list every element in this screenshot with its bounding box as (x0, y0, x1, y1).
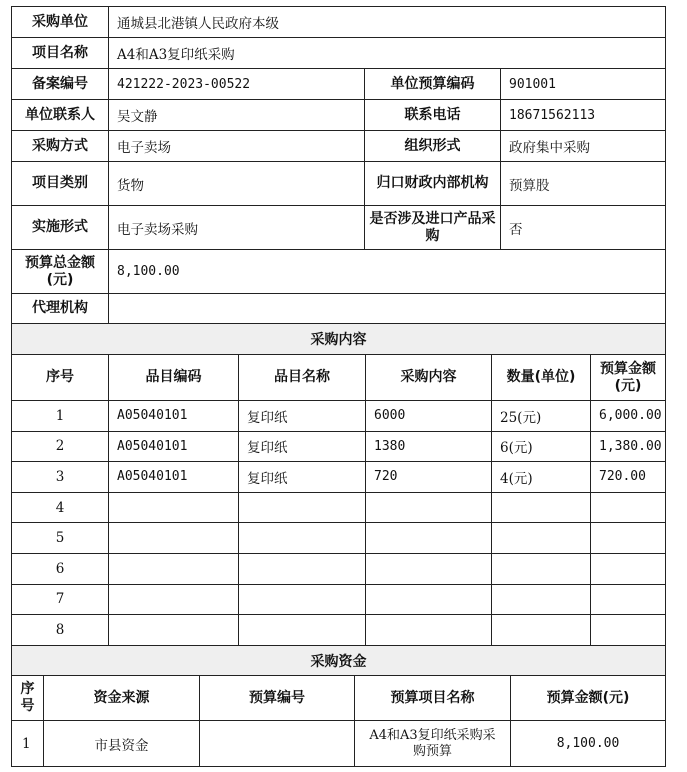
content-cell-index: 5 (12, 523, 109, 554)
content-row (12, 462, 666, 493)
contact-value: 吴文静 (109, 100, 365, 131)
funds-header-project-name: 预算项目名称 (355, 676, 511, 721)
content-header-name: 品目名称 (239, 355, 366, 401)
category-value: 货物 (109, 162, 365, 206)
content-cell-code: A05040101 (109, 401, 239, 432)
content-cell-quantity: 4(元) (492, 462, 591, 493)
method-label: 采购方式 (12, 131, 109, 162)
content-cell-name (239, 584, 366, 615)
finance-dept-value: 预算股 (501, 162, 666, 206)
content-cell-code (109, 615, 239, 646)
budget-code-label: 单位预算编码 (365, 69, 501, 100)
content-cell-content (366, 523, 492, 554)
content-cell-index: 1 (12, 401, 109, 432)
content-cell-budget (591, 615, 666, 646)
content-row (12, 615, 666, 646)
method-value: 电子卖场 (109, 131, 365, 162)
content-cell-budget (591, 553, 666, 584)
total-label: 预算总金额(元) (12, 250, 109, 294)
total-value: 8,100.00 (109, 250, 666, 294)
content-row (12, 523, 666, 554)
agency-value (109, 294, 666, 324)
funds-header-index: 序号 (12, 676, 44, 721)
import-label: 是否涉及进口产品采购 (365, 206, 501, 250)
content-cell-budget: 6,000.00 (591, 401, 666, 432)
content-cell-name (239, 553, 366, 584)
content-row (12, 401, 666, 432)
content-cell-content: 720 (366, 462, 492, 493)
purchaser-value: 通城县北港镇人民政府本级 (109, 7, 666, 38)
funds-header-budget-no: 预算编号 (200, 676, 355, 721)
content-cell-name (239, 492, 366, 523)
project-name-value: A4和A3复印纸采购 (109, 38, 666, 69)
funds-cell-project-name: A4和A3复印纸采购采购预算 (355, 721, 511, 767)
content-cell-content (366, 615, 492, 646)
category-label: 项目类别 (12, 162, 109, 206)
info-table (11, 6, 666, 324)
content-header-quantity: 数量(单位) (492, 355, 591, 401)
project-name-label: 项目名称 (12, 38, 109, 69)
content-cell-code (109, 553, 239, 584)
finance-dept-label: 归口财政内部机构 (365, 162, 501, 206)
content-cell-content: 6000 (366, 401, 492, 432)
funds-cell-amount: 8,100.00 (511, 721, 666, 767)
content-cell-quantity (492, 553, 591, 584)
content-row (12, 553, 666, 584)
content-cell-index: 8 (12, 615, 109, 646)
org-form-value: 政府集中采购 (501, 131, 666, 162)
content-cell-code: A05040101 (109, 431, 239, 462)
content-cell-quantity (492, 584, 591, 615)
content-cell-index: 4 (12, 492, 109, 523)
content-cell-name: 复印纸 (239, 401, 366, 432)
content-cell-content (366, 553, 492, 584)
record-no-value: 421222-2023-00522 (109, 69, 365, 100)
content-cell-budget: 1,380.00 (591, 431, 666, 462)
content-cell-code (109, 492, 239, 523)
funds-cell-index: 1 (12, 721, 44, 767)
content-cell-content (366, 584, 492, 615)
content-cell-budget (591, 523, 666, 554)
content-cell-code: A05040101 (109, 462, 239, 493)
content-header-index: 序号 (12, 355, 109, 401)
content-cell-name: 复印纸 (239, 462, 366, 493)
content-cell-quantity (492, 492, 591, 523)
impl-value: 电子卖场采购 (109, 206, 365, 250)
purchaser-label: 采购单位 (12, 7, 109, 38)
content-cell-quantity (492, 615, 591, 646)
funds-row (12, 721, 666, 767)
contact-label: 单位联系人 (12, 100, 109, 131)
content-cell-index: 2 (12, 431, 109, 462)
funds-rows (12, 721, 666, 767)
content-cell-name (239, 523, 366, 554)
content-section-title: 采购内容 (12, 324, 666, 355)
funds-table (11, 645, 666, 767)
record-no-label: 备案编号 (12, 69, 109, 100)
content-cell-content (366, 492, 492, 523)
org-form-label: 组织形式 (365, 131, 501, 162)
funds-header-source: 资金来源 (44, 676, 200, 721)
content-cell-name (239, 615, 366, 646)
phone-value: 18671562113 (501, 100, 666, 131)
content-table (11, 323, 666, 646)
phone-label: 联系电话 (365, 100, 501, 131)
content-row (12, 584, 666, 615)
impl-label: 实施形式 (12, 206, 109, 250)
content-cell-code (109, 523, 239, 554)
content-cell-content: 1380 (366, 431, 492, 462)
content-cell-code (109, 584, 239, 615)
content-cell-quantity: 25(元) (492, 401, 591, 432)
content-cell-name: 复印纸 (239, 431, 366, 462)
content-cell-budget: 720.00 (591, 462, 666, 493)
agency-label: 代理机构 (12, 294, 109, 324)
content-header-budget: 预算金额(元) (591, 355, 666, 401)
content-cell-budget (591, 584, 666, 615)
content-rows (12, 401, 666, 646)
content-cell-index: 3 (12, 462, 109, 493)
funds-cell-budget-no (200, 721, 355, 767)
content-header-code: 品目编码 (109, 355, 239, 401)
content-row (12, 492, 666, 523)
content-row (12, 431, 666, 462)
content-header-content: 采购内容 (366, 355, 492, 401)
content-cell-budget (591, 492, 666, 523)
funds-header-amount: 预算金额(元) (511, 676, 666, 721)
content-cell-quantity (492, 523, 591, 554)
funds-cell-source: 市县资金 (44, 721, 200, 767)
content-cell-index: 7 (12, 584, 109, 615)
content-cell-quantity: 6(元) (492, 431, 591, 462)
budget-code-value: 901001 (501, 69, 666, 100)
import-value: 否 (501, 206, 666, 250)
content-cell-index: 6 (12, 553, 109, 584)
funds-section-title: 采购资金 (12, 646, 666, 676)
